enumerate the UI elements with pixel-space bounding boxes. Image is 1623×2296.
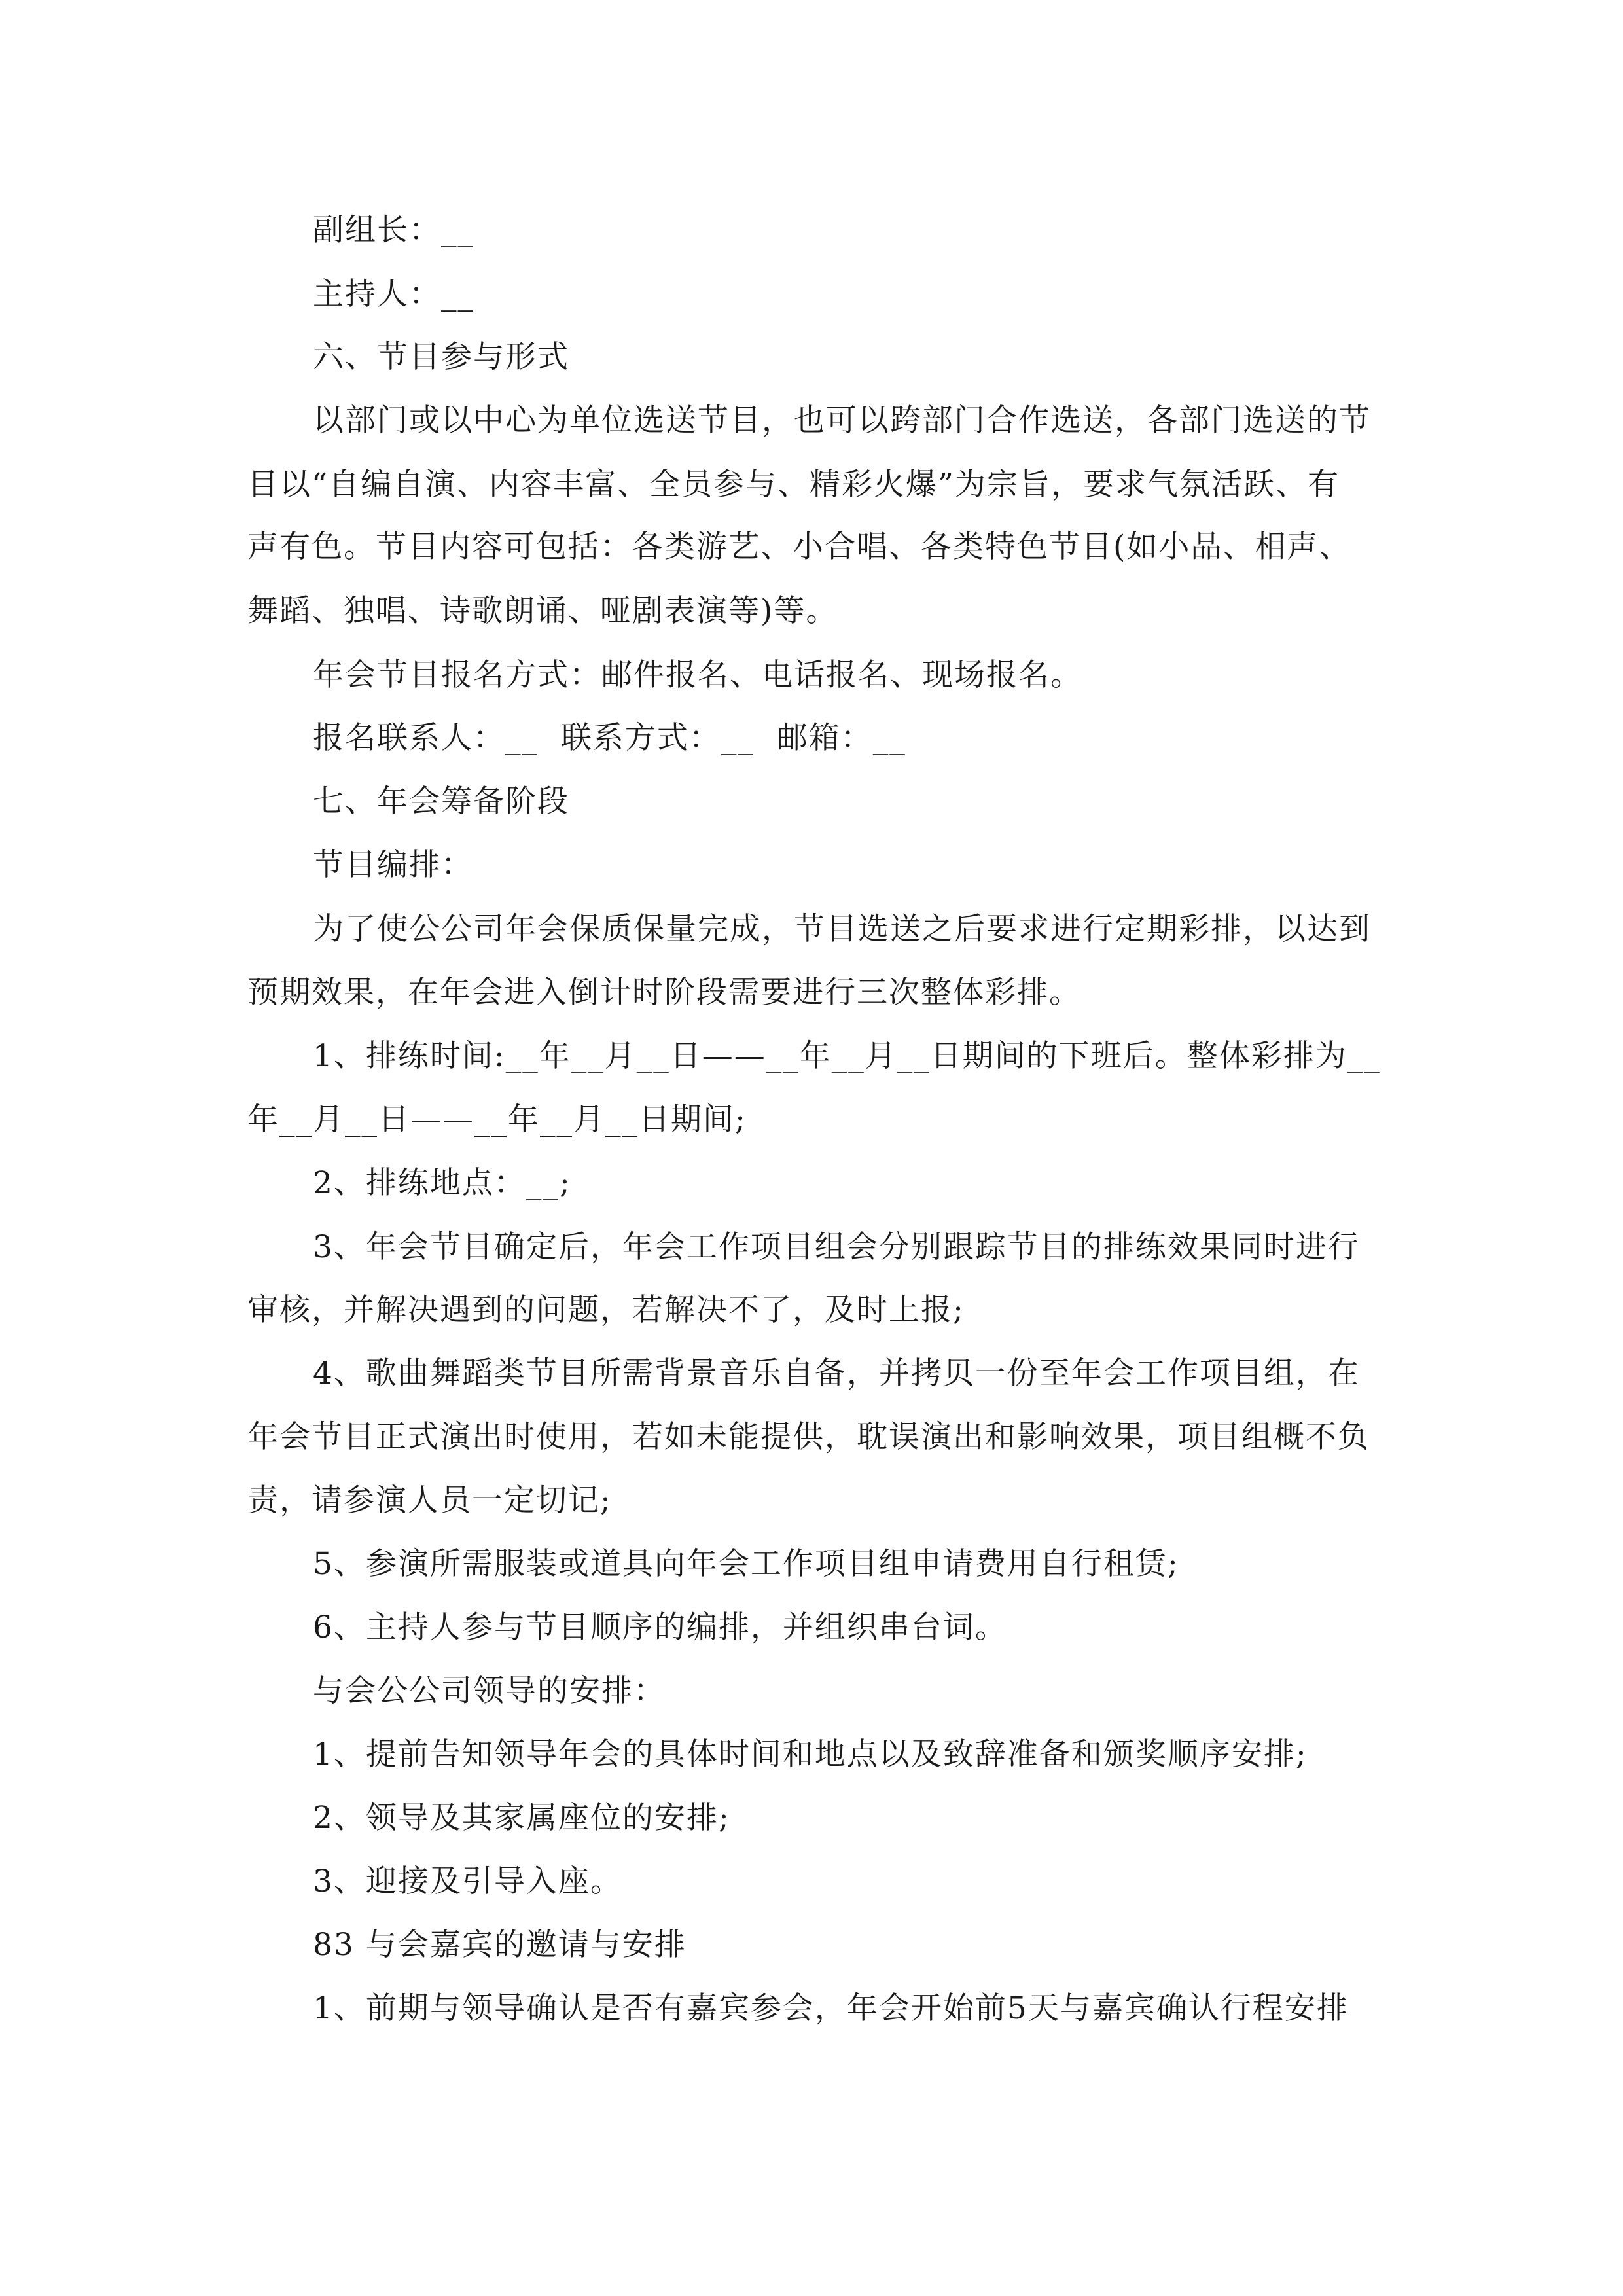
- text-line: 与会公公司领导的安排：: [313, 1673, 666, 1709]
- text-line: 预期效果，在年会进入倒计时阶段需要进行三次整体彩排。: [247, 975, 1081, 1011]
- text-line: 3、年会节目确定后，年会工作项目组会分别跟踪节目的排练效果同时进行: [313, 1229, 1360, 1265]
- section-heading: 七、年会筹备阶段: [313, 783, 569, 819]
- text-line: 4、歌曲舞蹈类节目所需背景音乐自备，并拷贝一份至年会工作项目组，在: [313, 1355, 1360, 1391]
- text-line: 副组长：__: [313, 212, 474, 248]
- text-line: 2、领导及其家属座位的安排;: [313, 1800, 730, 1836]
- text-line: 以部门或以中心为单位选送节目，也可以跨部门合作选送，各部门选送的节: [313, 403, 1371, 439]
- text-line: 5、参演所需服装或道具向年会工作项目组申请费用自行租赁;: [313, 1546, 1179, 1582]
- text-line: 主持人：__: [313, 276, 474, 312]
- text-line: 2、排练地点：__;: [313, 1165, 571, 1201]
- text-line: 3、迎接及引导入座。: [313, 1863, 622, 1899]
- text-line: 83 与会嘉宾的邀请与安排: [313, 1927, 687, 1963]
- text-line: 1、提前告知领导年会的具体时间和地点以及致辞准备和颁奖顺序安排;: [313, 1736, 1308, 1772]
- text-line: 报名联系人：__ 联系方式：__ 邮箱：__: [313, 720, 906, 756]
- text-line: 目以“自编自演、内容丰富、全员参与、精彩火爆”为宗旨，要求气氛活跃、有: [247, 467, 1340, 503]
- text-line: 年会节目正式演出时使用，若如未能提供，耽误演出和影响效果，项目组概不负: [247, 1419, 1370, 1455]
- text-line: 审核，并解决遇到的问题，若解决不了，及时上报;: [247, 1292, 965, 1328]
- text-line: 1、排练时间:__年__月__日——__年__月__日期间的下班后。整体彩排为__: [313, 1038, 1381, 1074]
- section-heading: 六、节目参与形式: [313, 339, 569, 375]
- text-line: 为了使公公司年会保质保量完成，节目选送之后要求进行定期彩排，以达到: [313, 911, 1371, 947]
- text-line: 责，请参演人员一定切记;: [247, 1482, 612, 1518]
- text-line: 声有色。节目内容可包括：各类游艺、小合唱、各类特色节目(如小品、相声、: [247, 529, 1351, 565]
- text-line: 节目编排：: [313, 847, 473, 883]
- text-line: 舞蹈、独唱、诗歌朗诵、哑剧表演等)等。: [247, 593, 838, 629]
- text-line: 6、主持人参与节目顺序的编排，并组织串台词。: [313, 1609, 1007, 1645]
- text-line: 1、前期与领导确认是否有嘉宾参会，年会开始前5天与嘉宾确认行程安排: [313, 1990, 1349, 2026]
- text-line: 年会节目报名方式：邮件报名、电话报名、现场报名。: [313, 657, 1082, 693]
- text-line: 年__月__日——__年__月__日期间;: [247, 1102, 747, 1138]
